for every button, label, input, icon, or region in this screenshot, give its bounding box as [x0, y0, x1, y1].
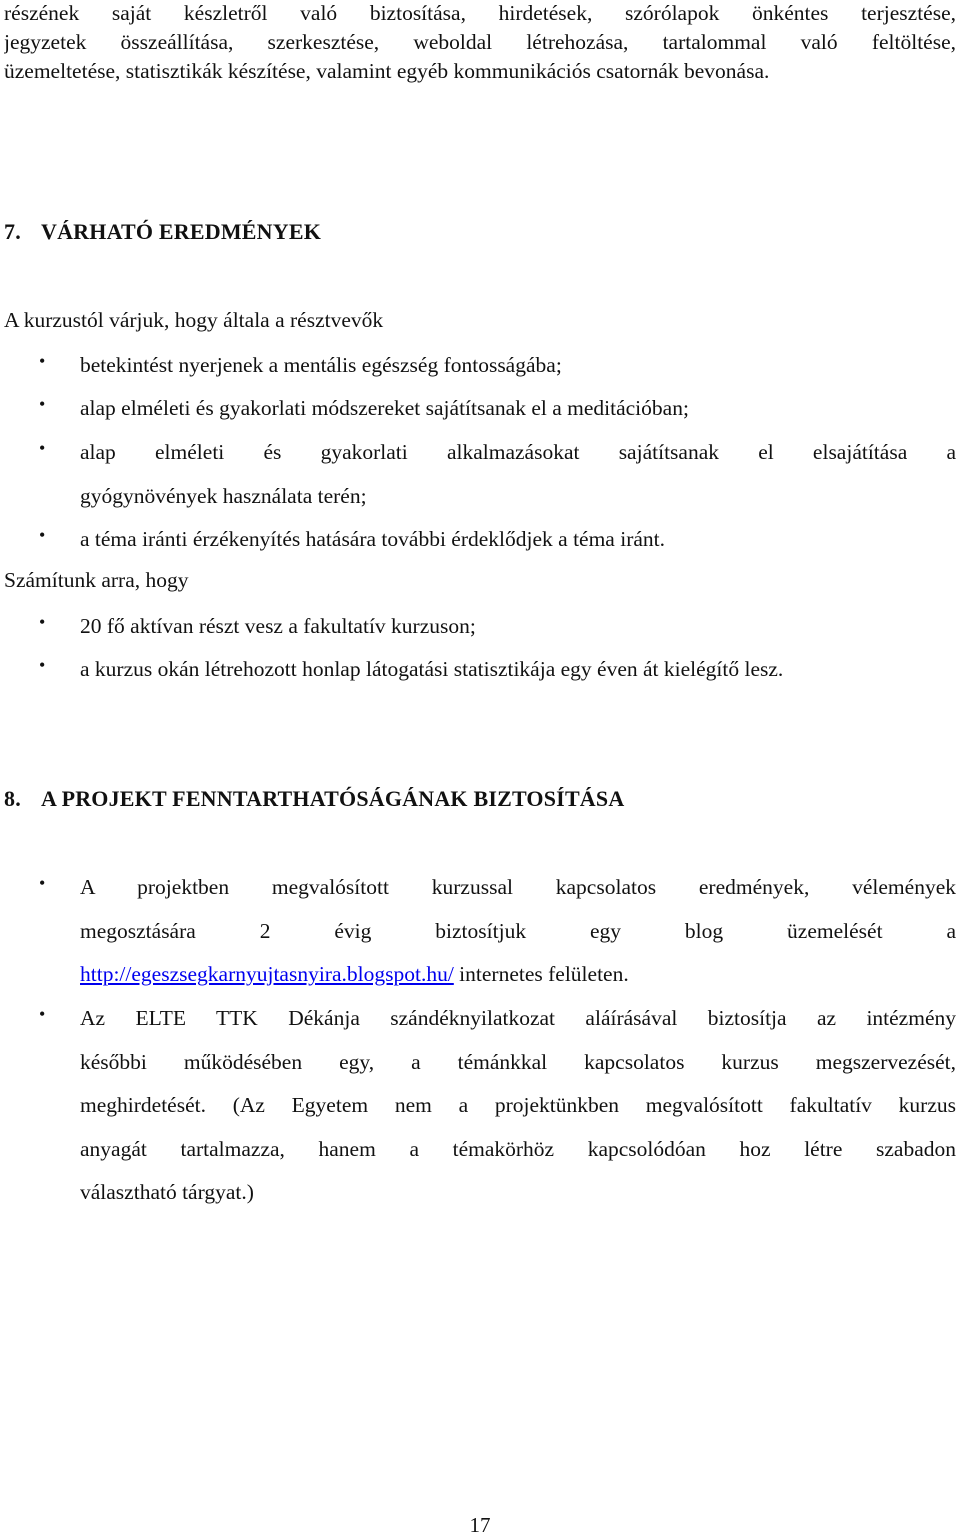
section-number: 7. — [4, 219, 21, 244]
bullet-icon: • — [39, 612, 46, 632]
list-item-text: a kurzus okán létrehozott honlap látogatási statisztikája egy éven át kielégítő lesz. — [80, 657, 784, 681]
intro-line: üzemeltetése, statisztikák készítése, valamint egyéb kommunikációs csatornák bevonása. — [4, 59, 770, 83]
list-item-text: gyógynövények használata terén; — [80, 483, 367, 508]
bullet-icon: • — [39, 351, 46, 371]
blog-link[interactable]: http://egeszsegkarnyujtasnyira.blogspot.hu/ — [80, 962, 454, 986]
list-item-text: A projektben megvalósított kurzussal kapcsolatos eredmények, vélemények — [80, 875, 956, 899]
link-suffix-text: internetes felületen. — [453, 962, 629, 986]
section-7-lead: A kurzustól várjuk, hogy általa a résztvevők — [4, 308, 384, 332]
list-item-text: későbbi működésében egy, a témánkkal kapcsolatos kurzus megszervezését, — [80, 1049, 956, 1074]
section-title: A PROJEKT FENNTARTHATÓSÁGÁNAK BIZTOSÍTÁSA — [41, 786, 625, 811]
bullet-icon: • — [39, 525, 46, 545]
section-7-heading — [4, 219, 321, 245]
section-title: VÁRHATÓ EREDMÉNYEK — [41, 219, 322, 244]
section-7-lead-2: Számítunk arra, hogy — [4, 568, 189, 592]
list-item-text — [80, 960, 956, 1004]
bullet-icon: • — [39, 438, 46, 458]
bullet-icon: • — [39, 394, 46, 414]
list-item-text: alap elméleti és gyakorlati alkalmazásokat sajátítsanak el elsajátítása a — [80, 440, 956, 464]
list-item-text: választható tárgyat.) — [80, 1180, 254, 1204]
intro-line: részének saját készletről való biztosítása, hirdetések, szórólapok önkéntes terjesztése, — [4, 1, 956, 25]
bullet-icon: • — [39, 873, 46, 893]
section-number: 8. — [4, 786, 21, 811]
list-item-text: anyagát tartalmazza, hanem a témakörhöz kapcsolódóan hoz létre szabadon — [80, 1136, 956, 1161]
list-item-text: alap elméleti és gyakorlati módszereket sajátítsanak el a meditációban; — [80, 396, 689, 420]
list-item-text: Az ELTE TTK Dékánja szándéknyilatkozat aláírásával biztosítja az intézmény — [80, 1006, 956, 1030]
list-item-text: megosztására 2 évig biztosítjuk egy blog üzemelését a — [80, 918, 956, 943]
intro-paragraph — [4, 0, 956, 86]
list-item-text: 20 fő aktívan részt vesz a fakultatív kurzuson; — [80, 614, 476, 638]
page-number: 17 — [469, 1513, 491, 1537]
list-item-text: betekintést nyerjenek a mentális egészség fontosságába; — [80, 353, 562, 377]
section-8-heading — [4, 786, 624, 812]
list-item-text: a téma iránti érzékenyítés hatására további érdeklődjek a téma iránt. — [80, 527, 666, 551]
bullet-icon: • — [39, 1004, 46, 1024]
bullet-icon: • — [39, 655, 46, 675]
intro-line: jegyzetek összeállítása, szerkesztése, weboldal létrehozása, tartalommal való feltöltése, — [4, 30, 956, 54]
list-item-text: meghirdetését. (Az Egyetem nem a projektünkben megvalósított fakultatív kurzus — [80, 1093, 956, 1117]
